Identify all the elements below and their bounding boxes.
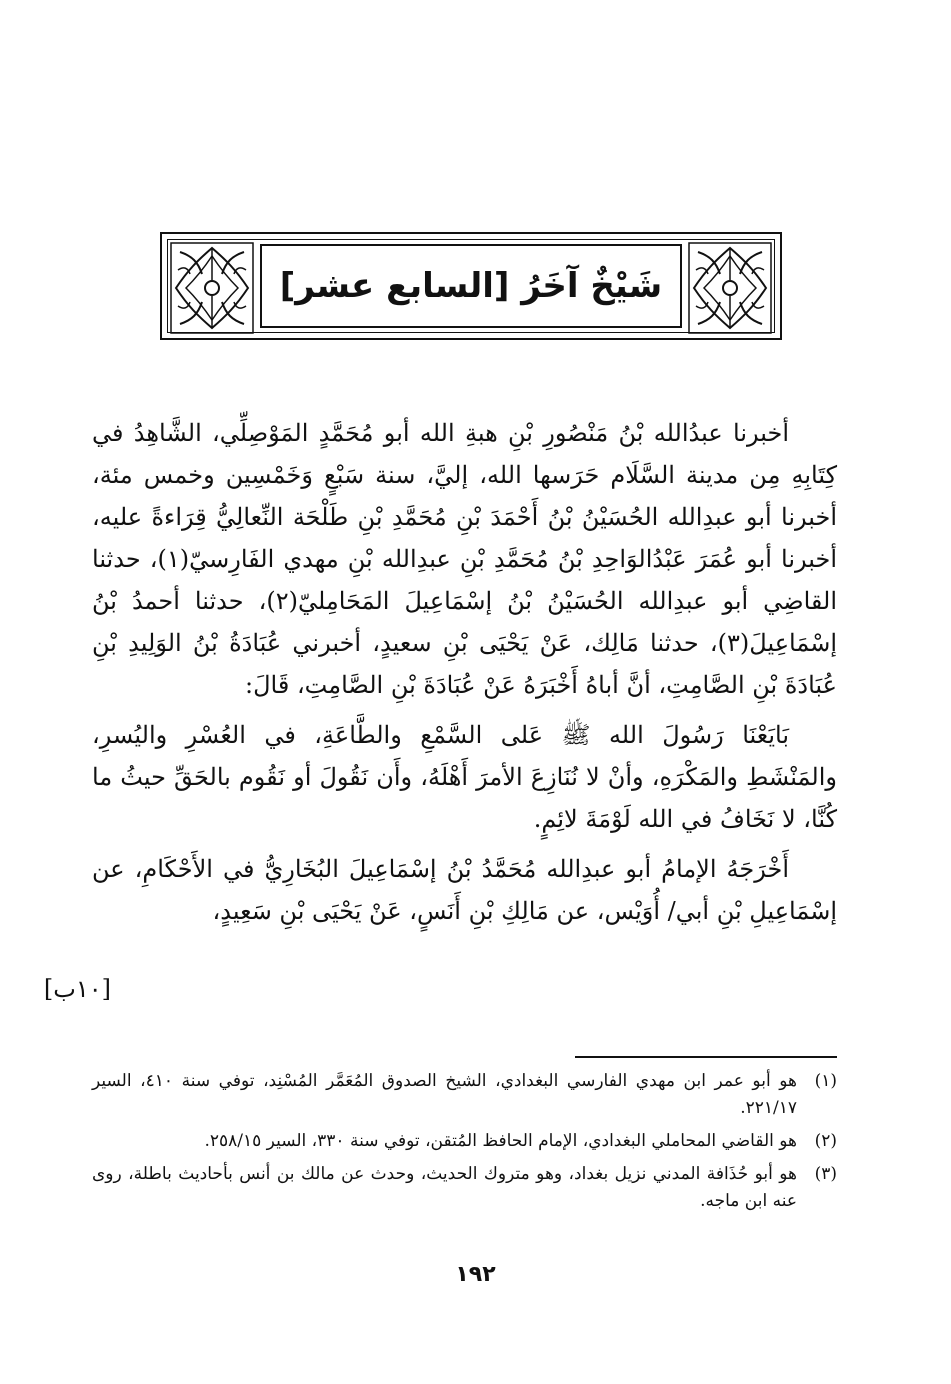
main-text xyxy=(92,412,837,932)
footnote-text: هو القاضي المحاملي البغدادي، الإمام الحافظ المُتقن، توفي سنة ٣٣٠، السير ٢٥٨/١٥. xyxy=(204,1131,797,1151)
isnad-paragraph: أخبرنا عبدُالله بْنُ مَنْصُورِ بْنِ هبةِ الله أبو مُحَمَّدٍ المَوْصِلِّي، الشَّاهِدُ في كِتَابِهِ مِن مدينة السَّلَام حَرَسها الله، إليَّ، سنة سَبْعٍ وَخَمْسِين وخمس مئة، أخبرنا أبو عبدِالله الحُسَيْنُ بْنُ أَحْمَدَ بْنِ مُحَمَّدِ بْنِ طَلْحَة النِّعالِيُّ قِرَاءةً عليه، أخبرنا أبو عُمَرَ عَبْدُالوَاحِدِ بْنُ مُحَمَّدِ بْنِ عبدِالله بْنِ مهدي الفَارِسيّ(١)، حدثنا القاضِي أبو عبدِالله الحُسَيْنُ بْنُ إسْمَاعِيلَ المَحَامِليّ(٢)، حدثنا أحمدُ بْنُ إسْمَاعِيلَ(٣)، حدثنا مَالِك، عَنْ يَحْيَى بْنِ سعيدٍ، أخبرني عُبَادَةُ بْنُ الوَلِيدِ بْنِ عُبَادَةَ بْنِ الصَّامِتِ، أنَّ أباهُ أَخْبَرَهُ عَنْ عُبَادَةَ بْنِ الصَّامِتِ، قَالَ: xyxy=(92,419,838,699)
floral-ornament-left xyxy=(168,240,256,336)
floral-ornament-right xyxy=(686,240,774,336)
manuscript-folio-marker: [١٠ب] xyxy=(43,975,111,1003)
takhrij-paragraph: أَخْرَجَهُ الإمامُ أبو عبدِالله مُحَمَّدُ بْنُ إسْمَاعِيلَ البُخَارِيُّ في الأَحْكَامِ، عن إسْمَاعِيلِ بْنِ أبي/ أُوَيْس، عن مَالِكِ بْنِ أَنَسٍ، عَنْ يَحْيَى بْنِ سَعِيدٍ، xyxy=(92,855,837,925)
footnote-text: هو أبو عمر ابن مهدي الفارسي البغدادي، الشيخ الصدوق المُعَمَّر المُسْنِد، توفي سنة ٤١٠، السير ٢٢١/١٧. xyxy=(92,1071,797,1118)
footnote-number: (٣) xyxy=(814,1164,837,1184)
hadith-matn-paragraph: بَايَعْنَا رَسُولَ الله ﷺ عَلى السَّمْعِ والطَّاعَةِ، في العُسْرِ واليُسرِ، والمَنْشَطِ والمَكْرَهِ، وأنْ لا نُنَازِعَ الأمرَ أَهْلَهُ، وأَن نَقُولَ أو نَقُوم بالحَقِّ حيثُ ما كُنَّا، لا نَخَافُ في الله لَوْمَةَ لائِمٍ. xyxy=(92,721,837,833)
footnote-separator xyxy=(575,1056,837,1058)
footnote-item xyxy=(92,1161,837,1215)
footnote-item xyxy=(92,1068,837,1122)
chapter-heading-banner xyxy=(160,232,782,340)
chapter-title-box xyxy=(260,244,682,328)
footnote-number: (١) xyxy=(814,1071,837,1091)
footnote-text: هو أبو حُذَافة المدني نزيل بغداد، وهو متروك الحديث، وحدث عن مالك بن أنس بأحاديث باطلة، روى عنه ابن ماجه. xyxy=(92,1164,797,1211)
chapter-title: شَيْخٌ آخَرُ [السابع عشر] xyxy=(279,266,663,306)
footnote-item xyxy=(92,1128,837,1155)
footnote-number: (٢) xyxy=(814,1131,837,1151)
footnotes xyxy=(92,1068,837,1221)
page-number: ١٩٢ xyxy=(455,1262,496,1287)
banner-frame xyxy=(167,239,775,333)
